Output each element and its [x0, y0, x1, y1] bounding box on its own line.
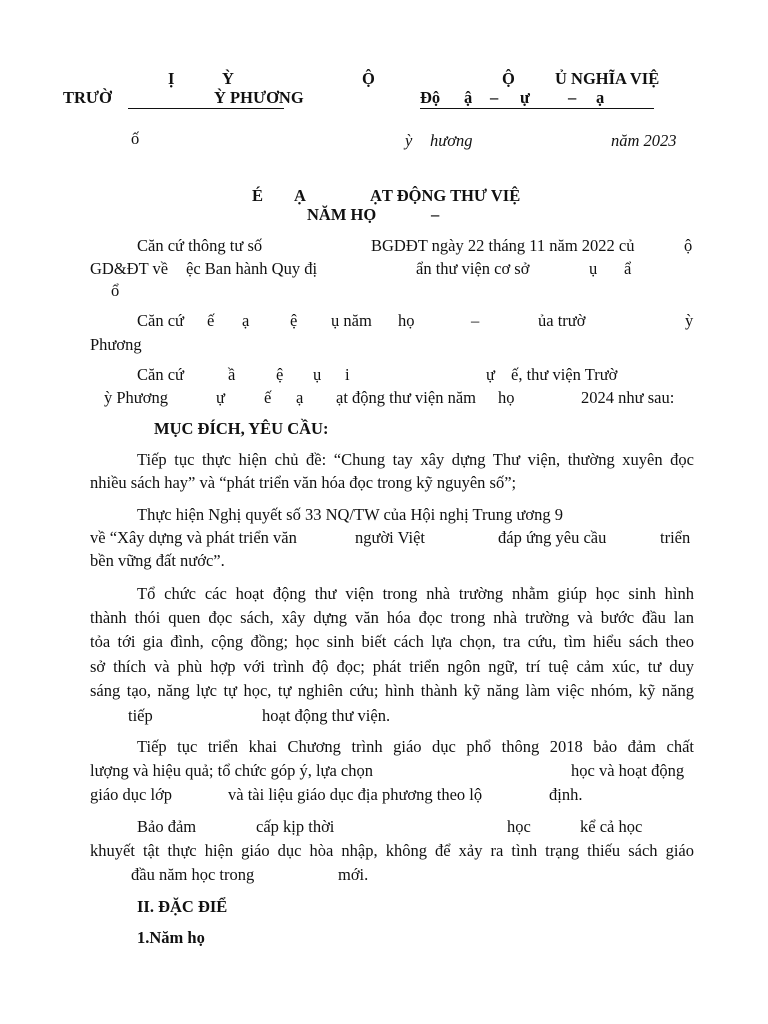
- basis3-text-3: ệ: [276, 365, 284, 384]
- basis1-text-4: GD&ĐT về: [90, 259, 169, 278]
- basis3-text-12: ạt động thư viện năm: [336, 388, 477, 407]
- basis2-text-6: họ: [398, 311, 415, 330]
- section1-e-line3-part2: mới.: [338, 865, 369, 884]
- basis3-text-2: ầ: [228, 365, 236, 384]
- basis3-text-10: ế: [264, 388, 272, 407]
- section1-c-line3: tỏa tới gia đình, cộng đồng; học sinh biết cách lựa chọn, tra cứu, tìm hiểu sách theo: [90, 632, 694, 651]
- basis3-text-6: ự: [486, 365, 495, 384]
- basis2-text-2: ế: [207, 311, 215, 330]
- section1-b-line2-part1: về “Xây dựng và phát triển văn: [90, 528, 297, 547]
- section1-a-line2: nhiều sách hay” và “phát triển văn hóa đọc trong kỹ nguyên số”;: [90, 473, 517, 492]
- basis1-text-9: ổ: [111, 281, 120, 300]
- basis1-text-2: BGDĐT ngày 22 tháng 11 năm 2022 củ: [371, 236, 635, 255]
- section1-e-line1-part3: học: [507, 817, 531, 836]
- basis2-text-1: Căn cứ: [137, 311, 184, 330]
- basis3-text-9: ự: [216, 388, 225, 407]
- motto2-fragment-5: –: [568, 88, 577, 107]
- basis3-text-1: Căn cứ: [137, 365, 184, 384]
- section1-d-line2-part2: học và hoạt động: [571, 761, 685, 780]
- motto-underline: [420, 108, 654, 109]
- motto-fragment-1: Ộ: [362, 69, 375, 88]
- motto2-fragment-4: ự: [520, 88, 530, 107]
- basis3-text-7: ế, thư viện Trườ: [511, 365, 618, 384]
- section1-a-line1: Tiếp tục thực hiện chủ đề: “Chung tay xây dựng Thư viện, thường xuyên đọc: [137, 450, 694, 469]
- section1-b-line3: bền vững đất nước”.: [90, 551, 225, 570]
- school-name-part-1: TRƯỜ: [63, 88, 112, 107]
- basis3-text-8: ỳ Phương: [104, 388, 168, 407]
- title2-fragment-2: –: [431, 205, 440, 224]
- section1-c-line4: sở thích và phù hợp với trình độ đọc; phát triển ngôn ngữ, trí tuệ cảm xúc, tư duy: [90, 657, 694, 676]
- section1-c-line2: thành thói quen đọc sách, xây dựng văn hóa đọc trong nhà trường và bước đầu lan: [90, 608, 694, 627]
- section1-e-line3-part1: đầu năm học trong: [131, 865, 255, 884]
- section1-heading: MỤC ĐÍCH, YÊU CẦU:: [154, 419, 329, 438]
- section1-e-line1-part1: Bảo đảm: [137, 817, 197, 836]
- basis3-text-5: i: [345, 365, 350, 384]
- section1-d-line1: Tiếp tục triển khai Chương trình giáo dục phổ thông 2018 bảo đảm chất: [137, 737, 694, 756]
- section1-b-line2-part4: triển: [660, 528, 691, 547]
- motto-fragment-2: Ộ: [502, 69, 515, 88]
- title2-fragment-1: NĂM HỌ: [307, 205, 377, 224]
- section1-d-line3-part2: và tài liệu giáo dục địa phương theo lộ: [228, 785, 483, 804]
- basis3-text-4: ụ: [313, 365, 322, 384]
- title-fragment-3: ẠT ĐỘNG THƯ VIỆ: [370, 186, 521, 205]
- document-date: năm 2023: [611, 131, 677, 150]
- basis2-text-10: Phương: [90, 335, 142, 354]
- basis1-text-8: ẩ: [624, 259, 632, 278]
- title-fragment-1: É: [252, 186, 264, 205]
- basis1-text-6: ẩn thư viện cơ sở: [416, 259, 530, 278]
- basis2-text-4: ệ: [290, 311, 298, 330]
- title-fragment-2: Ạ: [294, 186, 306, 205]
- motto-fragment-3: Ủ NGHĨA VIỆ: [555, 69, 660, 88]
- basis2-text-9: ỳ: [685, 311, 694, 330]
- school-name-underline: [128, 108, 284, 109]
- school-name-part-2: Ỳ PHƯƠNG: [214, 88, 304, 107]
- place-part-2: hương: [430, 131, 473, 150]
- section1-e-line1-part2: cấp kịp thời: [256, 817, 335, 836]
- basis1-text-5: ệc Ban hành Quy đị: [186, 259, 318, 278]
- section1-e-line1-part4: kể cả học: [580, 817, 643, 836]
- section2-heading: II. ĐẶC ĐIỂ: [137, 897, 228, 916]
- motto2-fragment-3: –: [490, 88, 499, 107]
- basis3-text-13: họ: [498, 388, 515, 407]
- section1-b-line1: Thực hiện Nghị quyết số 33 NQ/TW của Hội nghị Trung ương 9: [137, 505, 563, 524]
- document-number: ố: [131, 129, 140, 148]
- place-part-1: ỳ: [405, 131, 413, 150]
- section1-c-line6-part1: tiếp: [128, 706, 153, 725]
- basis2-text-5: ụ năm: [331, 311, 372, 330]
- section1-b-line2-part3: đáp ứng yêu cầu: [498, 528, 607, 547]
- section1-c-line6-part2: hoạt động thư viện.: [262, 706, 391, 725]
- section1-d-line3-part1: giáo dục lớp: [90, 785, 173, 804]
- basis3-text-11: ạ: [296, 388, 304, 407]
- basis2-text-7: –: [471, 311, 480, 330]
- header-left-fragment-2: Ỳ: [222, 69, 234, 88]
- basis1-text-1: Căn cứ thông tư số: [137, 236, 263, 255]
- section1-c-line5: sáng tạo, năng lực tự học, tự nghiên cứu; hình thành kỹ năng làm việc nhóm, kỹ năng: [90, 681, 694, 700]
- basis3-text-14: 2024 như sau:: [581, 388, 675, 407]
- motto2-fragment-2: ậ: [464, 88, 473, 107]
- basis2-text-3: ạ: [242, 311, 250, 330]
- basis1-text-3: ộ: [684, 236, 693, 255]
- section1-e-line2: khuyết tật thực hiện giáo dục hòa nhập, không để xảy ra tình trạng thiếu sách giáo: [90, 841, 694, 860]
- basis1-text-7: ụ: [589, 259, 598, 278]
- section2-subheading-1: 1.Năm họ: [137, 928, 205, 947]
- motto2-fragment-1: Độ: [420, 88, 441, 107]
- motto2-fragment-6: ạ: [596, 88, 605, 107]
- section1-b-line2-part2: người Việt: [355, 528, 425, 547]
- header-left-fragment-1: Ị: [168, 69, 175, 88]
- section1-c-line1: Tổ chức các hoạt động thư viện trong nhà trường nhằm giúp học sinh hình: [137, 584, 694, 603]
- section1-d-line3-part3: định.: [549, 785, 583, 804]
- basis2-text-8: ủa trườ: [538, 311, 586, 330]
- section1-d-line2-part1: lượng và hiệu quả; tổ chức góp ý, lựa chọn: [90, 761, 373, 780]
